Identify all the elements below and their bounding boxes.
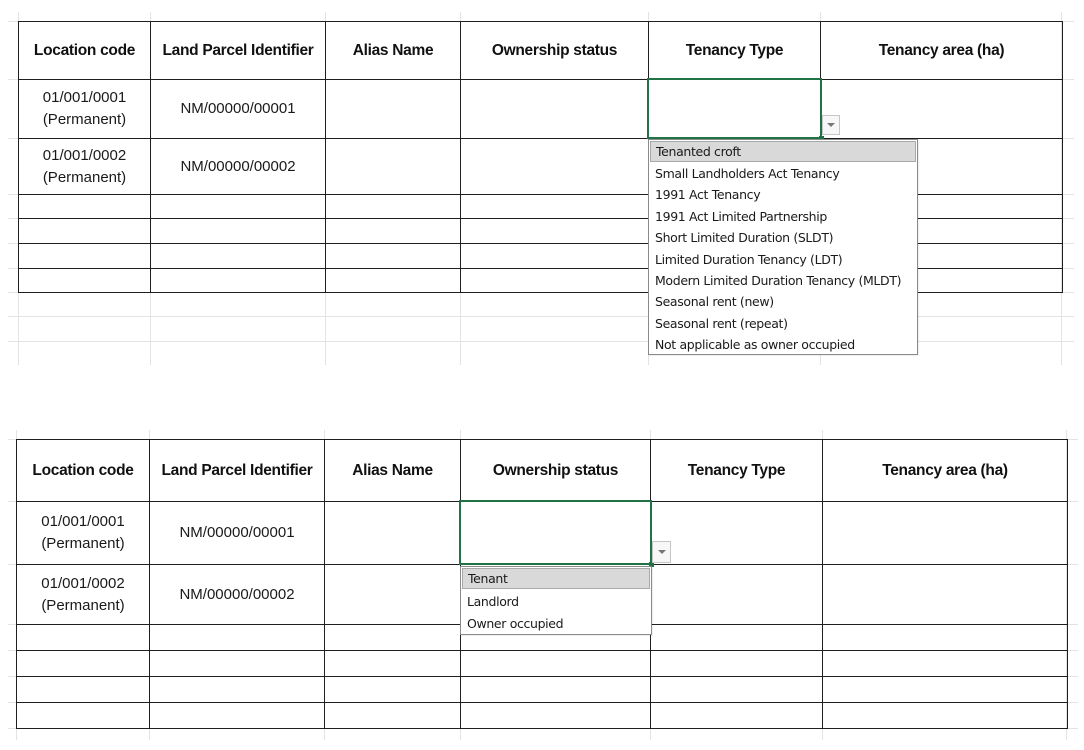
header-alias-name[interactable]: Alias Name: [325, 440, 461, 502]
header-tenancy-area[interactable]: Tenancy area (ha): [821, 22, 1063, 80]
header-land-parcel-identifier[interactable]: Land Parcel Identifier: [151, 22, 326, 80]
empty-cell[interactable]: [823, 677, 1068, 703]
cell-tenancy-type[interactable]: [651, 502, 823, 565]
ownership-status-dropdown-list: [460, 566, 652, 635]
dropdown-option[interactable]: Owner occupied: [467, 616, 564, 631]
header-tenancy-type[interactable]: Tenancy Type: [651, 440, 823, 502]
ownership-status-dropdown-button[interactable]: [652, 541, 671, 563]
empty-cell[interactable]: [17, 703, 150, 729]
cell-location-code[interactable]: [17, 502, 150, 565]
location-code-value: 01/001/0002: [41, 574, 125, 592]
cell-tenancy-area[interactable]: [823, 565, 1068, 625]
location-code-type: (Permanent): [41, 596, 125, 614]
location-code-value: 01/001/0001: [41, 513, 125, 530]
empty-cell[interactable]: [651, 625, 823, 651]
cell-land-parcel-identifier[interactable]: NM/00000/00002: [150, 565, 325, 625]
chevron-down-icon: [658, 550, 666, 554]
table-row-empty: [17, 703, 1068, 729]
location-code-type: (Permanent): [42, 168, 127, 186]
empty-cell[interactable]: [461, 703, 651, 729]
header-alias-name[interactable]: Alias Name: [326, 22, 461, 80]
cell-tenancy-type[interactable]: [651, 565, 823, 625]
cell-land-parcel-identifier[interactable]: NM/00000/00001: [151, 80, 326, 139]
empty-cell[interactable]: [651, 703, 823, 729]
header-ownership-status[interactable]: Ownership status: [461, 440, 651, 502]
dropdown-option[interactable]: Seasonal rent (new): [655, 294, 774, 310]
location-code-type: (Permanent): [42, 111, 127, 128]
empty-cell[interactable]: [150, 625, 325, 651]
empty-cell[interactable]: [823, 703, 1068, 729]
header-row: [17, 440, 1068, 502]
empty-cell[interactable]: [325, 677, 461, 703]
empty-cell[interactable]: [461, 677, 651, 703]
header-location-code[interactable]: Location code: [17, 440, 150, 502]
header-tenancy-type[interactable]: Tenancy Type: [649, 22, 821, 80]
cell-alias-name[interactable]: [325, 565, 461, 625]
empty-cell[interactable]: [325, 651, 461, 677]
dropdown-option[interactable]: Modern Limited Duration Tenancy (MLDT): [655, 272, 902, 288]
active-cell-selection[interactable]: [459, 500, 652, 565]
cell-tenancy-area[interactable]: [823, 502, 1068, 565]
empty-cell[interactable]: [17, 625, 150, 651]
empty-cell[interactable]: [150, 677, 325, 703]
header-land-parcel-identifier[interactable]: Land Parcel Identifier: [150, 440, 325, 502]
empty-cell[interactable]: [823, 625, 1068, 651]
dropdown-option[interactable]: Small Landholders Act Tenancy: [655, 166, 840, 181]
empty-cell[interactable]: [651, 651, 823, 677]
empty-cell[interactable]: [17, 677, 150, 703]
dropdown-option[interactable]: Tenant: [462, 568, 650, 589]
empty-cell[interactable]: [651, 677, 823, 703]
location-code-value: 01/001/0002: [42, 146, 127, 164]
empty-cell[interactable]: [325, 703, 461, 729]
dropdown-option[interactable]: Not applicable as owner occupied: [655, 337, 855, 353]
cell-land-parcel-identifier[interactable]: NM/00000/00001: [150, 502, 325, 565]
cell-alias-name[interactable]: [325, 502, 461, 565]
dropdown-option[interactable]: Limited Duration Tenancy (LDT): [655, 251, 843, 267]
table-row-empty: [17, 677, 1068, 703]
empty-cell[interactable]: [17, 651, 150, 677]
header-location-code[interactable]: Location code: [19, 22, 151, 80]
dropdown-option[interactable]: Seasonal rent (repeat): [655, 315, 788, 331]
dropdown-option[interactable]: Short Limited Duration (SLDT): [655, 230, 834, 246]
empty-cell[interactable]: [823, 651, 1068, 677]
dropdown-option[interactable]: Landlord: [467, 594, 519, 609]
dropdown-option[interactable]: 1991 Act Tenancy: [655, 187, 761, 203]
header-tenancy-area[interactable]: Tenancy area (ha): [823, 440, 1068, 502]
header-ownership-status[interactable]: Ownership status: [461, 22, 649, 80]
empty-cell[interactable]: [325, 625, 461, 651]
empty-cell[interactable]: [461, 651, 651, 677]
dropdown-option[interactable]: Tenanted croft: [650, 141, 916, 162]
cell-location-code[interactable]: [17, 565, 150, 625]
table-row-empty: [17, 651, 1068, 677]
location-code-value: 01/001/0001: [42, 89, 127, 106]
empty-cell[interactable]: [150, 651, 325, 677]
location-code-type: (Permanent): [41, 535, 125, 552]
dropdown-option[interactable]: 1991 Act Limited Partnership: [655, 208, 827, 224]
empty-cell[interactable]: [150, 703, 325, 729]
cell-land-parcel-identifier[interactable]: NM/00000/00002: [151, 139, 326, 195]
